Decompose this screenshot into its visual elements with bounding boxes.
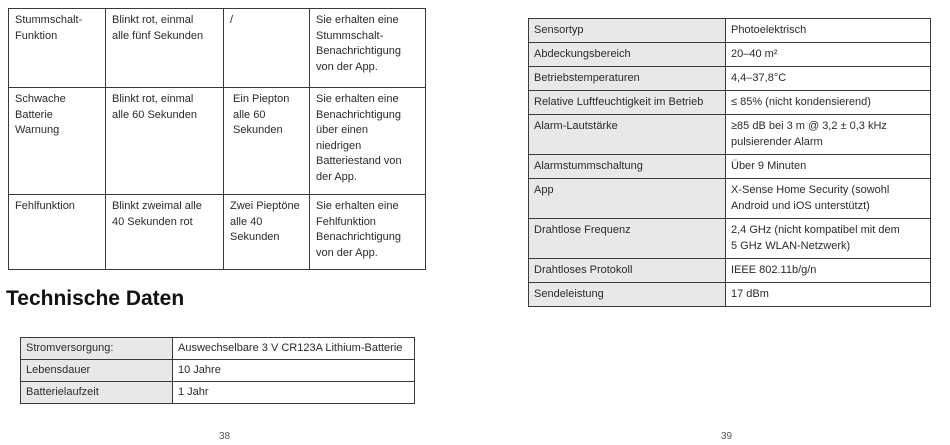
table-row [529,179,931,219]
table-row [9,88,426,195]
notice-cell: Sie erhalten eine Fehlfunktion Benachrichtigung von der App. [310,195,426,270]
table-row [21,360,415,382]
spec-key: Sensortyp [529,19,726,43]
spec-value: 4,4–37,8°C [726,67,931,91]
table-row [529,19,931,43]
spec-key: Abdeckungsbereich [529,43,726,67]
spec-value: Auswechselbare 3 V CR123A Lithium-Batterie [173,338,415,360]
spec-value: IEEE 802.11b/g/n [726,259,931,283]
spec-value: 17 dBm [726,283,931,307]
spec-value: 1 Jahr [173,382,415,404]
led-cell: Blinkt zweimal alle 40 Sekunden rot [106,195,224,270]
led-cell: Blinkt rot, einmal alle 60 Sekunden [106,88,224,195]
function-cell: Schwache Batterie Warnung [9,88,106,195]
technical-spec-table [528,18,931,307]
section-title: Technische Daten [6,287,185,310]
function-cell: Stummschalt- Funktion [9,9,106,88]
table-row [9,195,426,270]
table-row [529,115,931,155]
spec-value: X-Sense Home Security (sowohl Android und iOS unterstützt) [726,179,931,219]
spec-value: 2,4 GHz (nicht kompatibel mit dem 5 GHz WLAN-Netzwerk) [726,219,931,259]
sound-cell: / [224,9,310,88]
power-spec-table [20,337,415,404]
page-number-left: 38 [219,431,231,442]
spec-key: Batterielaufzeit [21,382,173,404]
spec-key: Stromversorgung: [21,338,173,360]
notice-cell: Sie erhalten eine Benachrichtigung über einen niedrigen Batteriestand von der App. [310,88,426,195]
spec-key: Alarm-Lautstärke [529,115,726,155]
spec-key: Lebensdauer [21,360,173,382]
sound-cell: Zwei Pieptöne alle 40 Sekunden [224,195,310,270]
spec-key: Sendeleistung [529,283,726,307]
status-behavior-table [8,8,426,270]
table-row [529,259,931,283]
spec-key: Drahtlose Frequenz [529,219,726,259]
spec-value: ≥85 dB bei 3 m @ 3,2 ± 0,3 kHz pulsierender Alarm [726,115,931,155]
spec-key: Betriebstemperaturen [529,67,726,91]
spec-value: Photoelektrisch [726,19,931,43]
notice-cell: Sie erhalten eine Stummschalt- Benachrichtigung von der App. [310,9,426,88]
page-number-right: 39 [721,431,733,442]
table-row [529,67,931,91]
sound-cell: Ein Piepton alle 60 Sekunden [224,88,310,195]
table-row [529,283,931,307]
table-row [21,382,415,404]
function-cell: Fehlfunktion [9,195,106,270]
spec-value: 10 Jahre [173,360,415,382]
spec-value: 20–40 m² [726,43,931,67]
spec-key: Drahtloses Protokoll [529,259,726,283]
spec-key: Relative Luftfeuchtigkeit im Betrieb [529,91,726,115]
spec-value: ≤ 85% (nicht kondensierend) [726,91,931,115]
led-cell: Blinkt rot, einmal alle fünf Sekunden [106,9,224,88]
spec-value: Über 9 Minuten [726,155,931,179]
table-row [529,155,931,179]
table-row [529,219,931,259]
spec-key: App [529,179,726,219]
spec-key: Alarmstummschaltung [529,155,726,179]
table-row [529,43,931,67]
table-row [21,338,415,360]
table-row [9,9,426,88]
table-row [529,91,931,115]
